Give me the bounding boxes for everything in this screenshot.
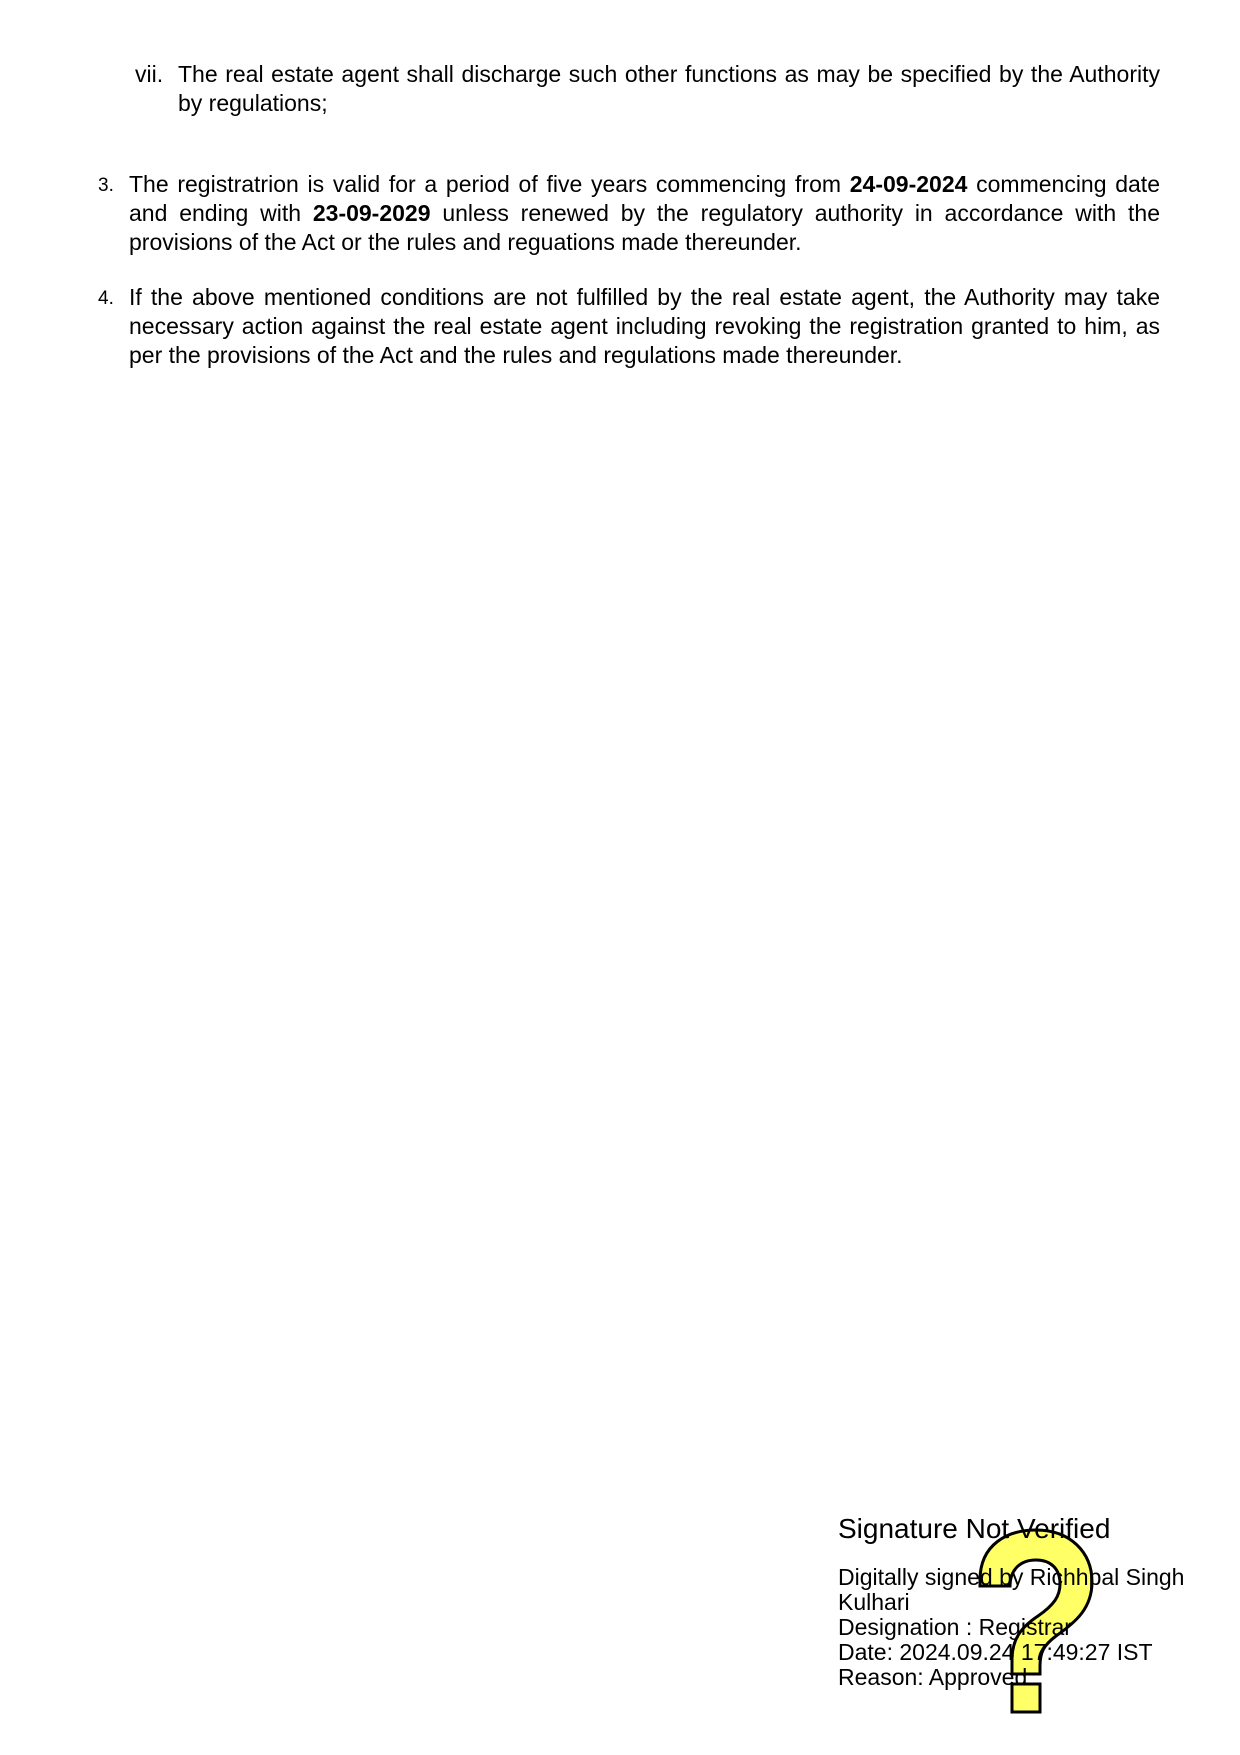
clause-text-part: commencing date and ending with [129,171,1160,226]
digital-signature-block [838,1513,1238,1690]
clause-text-part: unless renewed by the regulatory authority in accordance with the provisions of the Act or the rules and reguations made thereunder. [129,200,1161,255]
signed-by-cont: Kulhari [838,1589,910,1615]
signature-status: Signature Not Verified [838,1513,1111,1544]
clause-text-part: The registratrion is valid for a period of five years commencing from [129,171,850,197]
signature-date: Date: 2024.09.24 17:49:27 IST [838,1639,1153,1665]
clause-text [129,170,1160,257]
clause-3 [98,170,1160,257]
clause-number: 4. [98,288,114,309]
clause-text: The real estate agent shall discharge such other functions as may be specified by the Authority by regulations; [178,61,1160,116]
clause-4 [98,283,1160,370]
end-date: 23-09-2029 [312,200,431,226]
clause-number: 3. [98,175,114,196]
clause-text: If the above mentioned conditions are not fulfilled by the real estate agent, the Authority may take necessary action against the real estate agent including revoking the registration granted to him, as per the provisions of the Act and the rules and regulations made thereunder. [129,284,1160,368]
start-date: 24-09-2024 [849,171,968,197]
signed-by: Digitally signed by Richhpal Singh [838,1564,1185,1590]
signature-reason: Reason: Approved [838,1664,1028,1690]
clause-vii [135,60,1160,118]
signer-designation: Designation : Registrar [838,1614,1072,1640]
clause-number: vii. [135,61,164,87]
